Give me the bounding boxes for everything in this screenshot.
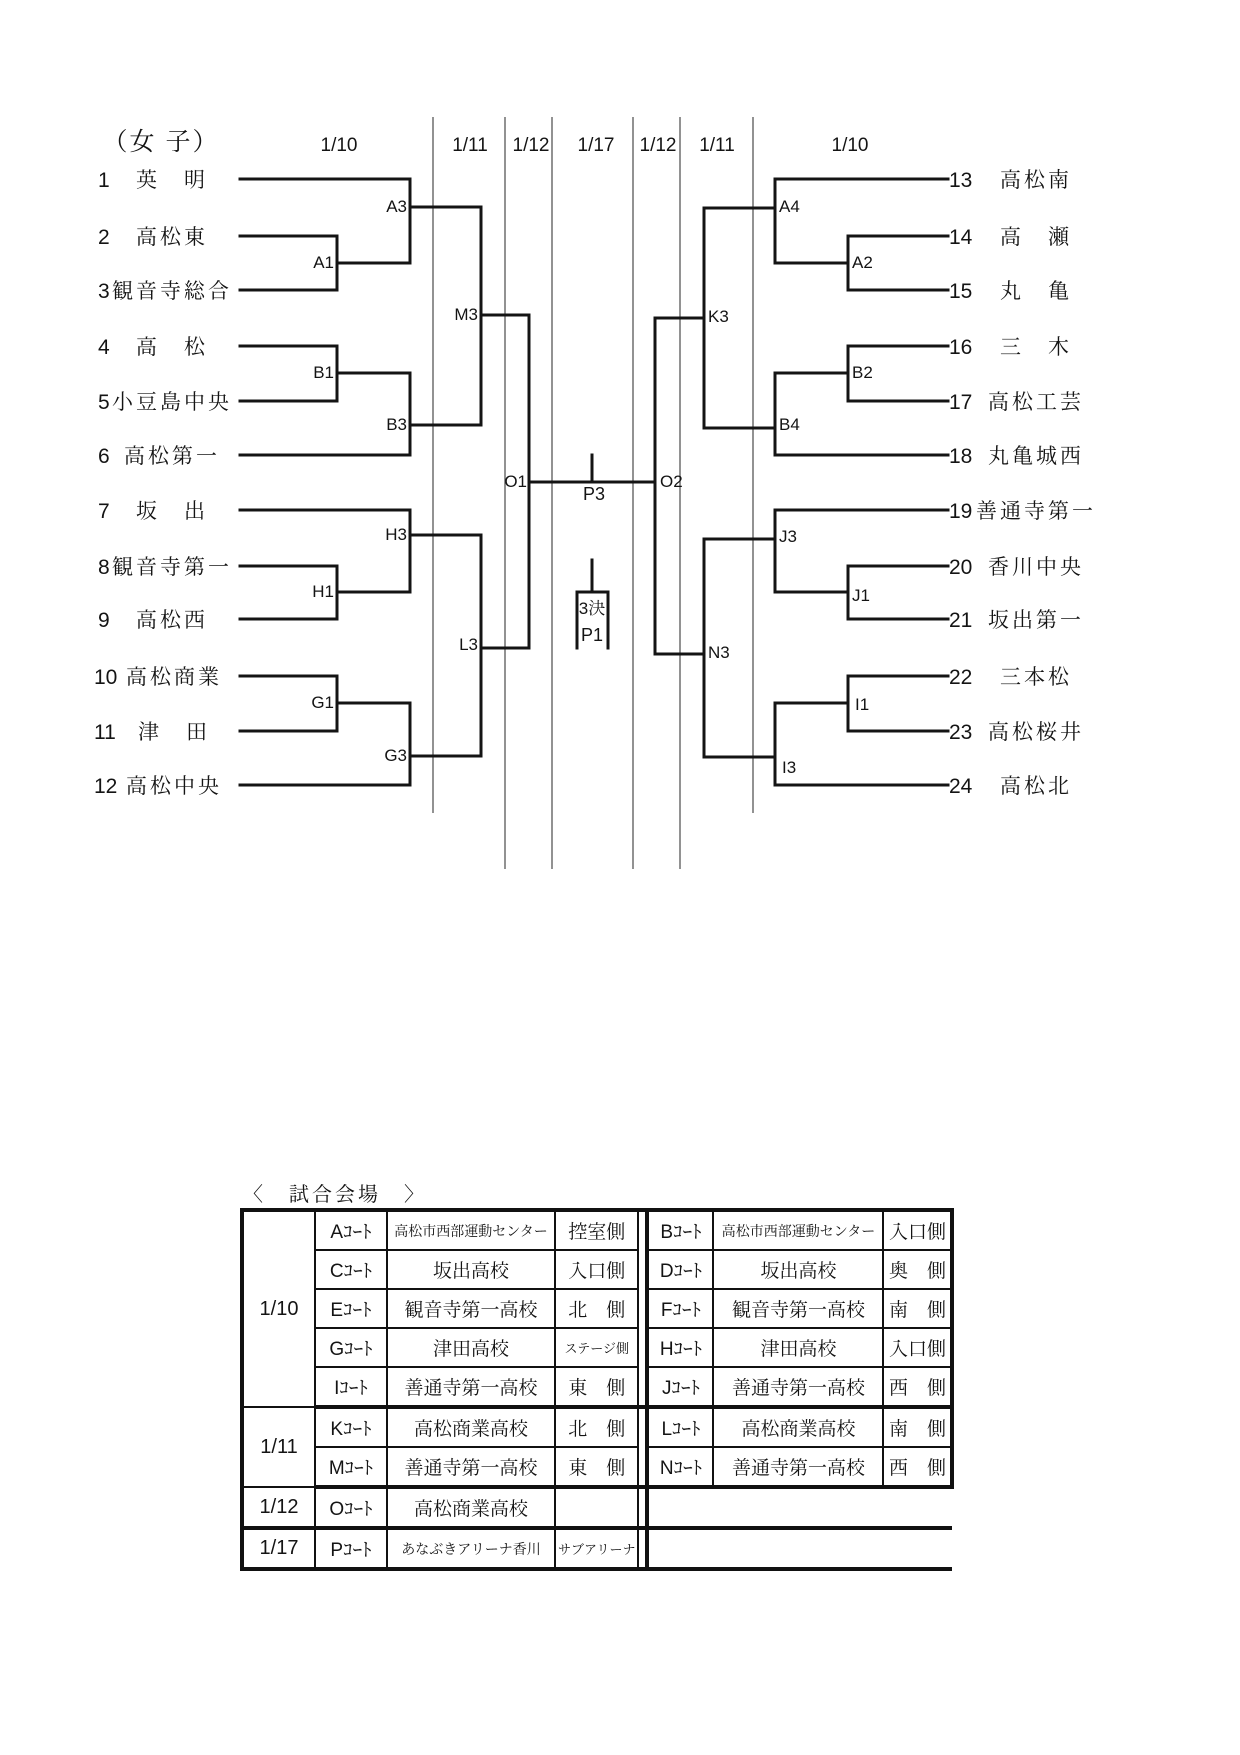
table-divider	[638, 1367, 647, 1407]
team-name: 高松西	[136, 609, 208, 632]
venue-side: 北 側	[555, 1289, 638, 1328]
team-name: 丸亀城西	[988, 445, 1084, 468]
team-name: 高松桜井	[988, 721, 1084, 744]
match-label-g1: G1	[311, 693, 334, 712]
venue-court: Pｺｰﾄ	[315, 1528, 387, 1569]
match-label-i3: I3	[782, 758, 797, 777]
venue-name: 津田高校	[713, 1328, 883, 1367]
bracket-header: （女 子）	[102, 128, 220, 156]
table-divider	[638, 1328, 647, 1367]
venue-side: 奥 側	[883, 1250, 952, 1289]
venue-side: 西 側	[883, 1447, 952, 1487]
table-divider	[638, 1210, 647, 1250]
final-match-label: P3	[582, 484, 606, 504]
match-label-j3: J3	[779, 527, 797, 546]
venue-name: 観音寺第一高校	[387, 1289, 555, 1328]
team-seed: 4	[98, 336, 110, 359]
team-name: 観音寺第一	[112, 556, 232, 579]
team-name: 坂 出	[136, 500, 208, 523]
venue-name: 高松商業高校	[387, 1487, 555, 1528]
match-label-g3: G3	[384, 746, 407, 765]
venue-name: 善通寺第一高校	[713, 1447, 883, 1487]
empty-cell	[713, 1528, 883, 1569]
date-label: 1/11	[452, 135, 488, 156]
venue-court: Gｺｰﾄ	[315, 1328, 387, 1367]
match-label-a1: A1	[313, 253, 334, 272]
team-name: 坂出第一	[988, 609, 1084, 632]
venue-court: Cｺｰﾄ	[315, 1250, 387, 1289]
team-name: 高松東	[136, 226, 208, 249]
venue-name: 津田高校	[387, 1328, 555, 1367]
venue-court: Bｺｰﾄ	[647, 1210, 713, 1250]
match-label-h3: H3	[385, 525, 407, 544]
table-divider	[638, 1250, 647, 1289]
venue-side: 北 側	[555, 1407, 638, 1447]
empty-cell	[883, 1487, 952, 1528]
team-seed: 14	[949, 226, 973, 249]
team-name: 高松北	[1000, 775, 1072, 798]
table-row	[242, 1367, 952, 1407]
team-seed: 20	[949, 556, 973, 579]
match-label-a3: A3	[386, 197, 407, 216]
table-divider	[638, 1407, 647, 1447]
empty-cell	[713, 1487, 883, 1528]
team-seed: 19	[949, 500, 973, 523]
venue-side: 控室側	[555, 1210, 638, 1250]
venue-court: Eｺｰﾄ	[315, 1289, 387, 1328]
table-row	[242, 1407, 952, 1447]
venue-court: Kｺｰﾄ	[315, 1407, 387, 1447]
table-divider	[638, 1528, 647, 1569]
date-label: 1/10	[831, 135, 869, 156]
team-name: 三本松	[1000, 666, 1072, 689]
team-seed: 17	[949, 391, 973, 414]
date-label: 1/12	[512, 135, 550, 156]
venue-court: Mｺｰﾄ	[315, 1447, 387, 1487]
table-row	[242, 1487, 952, 1528]
team-name: 津 田	[138, 721, 210, 744]
match-label-k3: K3	[708, 307, 729, 326]
empty-cell	[883, 1528, 952, 1569]
match-label-j1: J1	[852, 586, 870, 605]
venue-date: 1/17	[242, 1528, 315, 1569]
venue-court: Nｺｰﾄ	[647, 1447, 713, 1487]
third-place-label: 3決	[578, 599, 606, 618]
venue-name: 観音寺第一高校	[713, 1289, 883, 1328]
team-seed: 16	[949, 336, 973, 359]
match-label-b2: B2	[852, 363, 873, 382]
team-name: 観音寺総合	[112, 280, 232, 303]
match-label-i1: I1	[855, 695, 870, 714]
team-seed: 10	[94, 666, 118, 689]
match-label-n3: N3	[708, 643, 730, 662]
venue-side	[555, 1487, 638, 1528]
team-seed: 21	[949, 609, 973, 632]
team-seed: 22	[949, 666, 973, 689]
connectors-right	[655, 179, 848, 785]
venue-side: 南 側	[883, 1407, 952, 1447]
match-label-b4: B4	[779, 415, 800, 434]
team-seed: 24	[949, 775, 973, 798]
team-name: 高松第一	[124, 445, 220, 468]
venue-date: 1/10	[242, 1210, 315, 1407]
venue-name: 坂出高校	[387, 1250, 555, 1289]
venue-name: 善通寺第一高校	[387, 1367, 555, 1407]
team-seed: 7	[98, 500, 110, 523]
match-label-l3: L3	[459, 635, 478, 654]
venue-side: 南 側	[883, 1289, 952, 1328]
table-row	[242, 1328, 952, 1367]
venue-table	[240, 1208, 954, 1571]
team-seed: 13	[949, 169, 973, 192]
venue-court: Iｺｰﾄ	[315, 1367, 387, 1407]
venue-name: 高松市西部運動センター	[713, 1210, 883, 1250]
empty-cell	[647, 1528, 713, 1569]
date-label: 1/10	[320, 135, 358, 156]
venue-name: 高松市西部運動センター	[387, 1210, 555, 1250]
team-name: 高 松	[136, 336, 208, 359]
team-seed: 5	[98, 391, 110, 414]
venue-name: 坂出高校	[713, 1250, 883, 1289]
team-name: 高松商業	[126, 666, 222, 689]
team-seed: 3	[98, 280, 110, 303]
third-place-match-label: P1	[580, 625, 604, 645]
team-name: 高松工芸	[988, 391, 1084, 414]
venue-court: Dｺｰﾄ	[647, 1250, 713, 1289]
date-label: 1/11	[699, 135, 735, 156]
table-row	[242, 1210, 952, 1250]
match-label-m3: M3	[454, 305, 478, 324]
table-row	[242, 1250, 952, 1289]
team-seed: 23	[949, 721, 973, 744]
date-label: 1/12	[639, 135, 677, 156]
venue-date: 1/11	[242, 1407, 315, 1487]
team-name: 高松中央	[126, 775, 222, 798]
team-seed: 18	[949, 445, 973, 468]
venue-table-container	[240, 1208, 954, 1571]
team-name: 丸 亀	[1000, 280, 1072, 303]
team-name: 高 瀬	[1000, 226, 1072, 249]
venue-court: Aｺｰﾄ	[315, 1210, 387, 1250]
venue-court: Hｺｰﾄ	[647, 1328, 713, 1367]
table-divider	[638, 1447, 647, 1487]
venue-side: 東 側	[555, 1367, 638, 1407]
venue-name: 高松商業高校	[387, 1407, 555, 1447]
venue-name: 善通寺第一高校	[713, 1367, 883, 1407]
team-name: 英 明	[136, 169, 208, 192]
table-divider	[638, 1487, 647, 1528]
venue-side: 入口側	[883, 1210, 952, 1250]
team-seed: 11	[94, 721, 116, 744]
match-label-b1: B1	[313, 363, 334, 382]
empty-cell	[647, 1487, 713, 1528]
match-label-b3: B3	[386, 415, 407, 434]
match-label-h1: H1	[312, 582, 334, 601]
venue-side: サブアリーナ	[555, 1528, 638, 1569]
venue-name: 高松商業高校	[713, 1407, 883, 1447]
team-seed: 12	[94, 775, 118, 798]
date-label: 1/17	[577, 135, 615, 156]
venue-table-title: 〈 試合会場 〉	[243, 1184, 427, 1206]
venue-name: あなぶきアリーナ香川	[387, 1528, 555, 1569]
team-name: 善通寺第一	[976, 500, 1096, 523]
team-seed: 1	[98, 169, 110, 192]
team-name: 小豆島中央	[112, 391, 232, 414]
match-label-o1: O1	[504, 472, 527, 491]
team-seed: 6	[98, 445, 110, 468]
venue-court: Fｺｰﾄ	[647, 1289, 713, 1328]
venue-court: Lｺｰﾄ	[647, 1407, 713, 1447]
team-seed: 15	[949, 280, 973, 303]
team-name: 三 木	[1000, 336, 1072, 359]
table-row	[242, 1289, 952, 1328]
venue-side: ステージ側	[555, 1328, 638, 1367]
venue-court: Oｺｰﾄ	[315, 1487, 387, 1528]
team-seed: 8	[98, 556, 110, 579]
venue-name: 善通寺第一高校	[387, 1447, 555, 1487]
table-row	[242, 1528, 952, 1569]
table-row	[242, 1447, 952, 1487]
venue-side: 入口側	[883, 1328, 952, 1367]
venue-side: 東 側	[555, 1447, 638, 1487]
venue-court: Jｺｰﾄ	[647, 1367, 713, 1407]
venue-side: 西 側	[883, 1367, 952, 1407]
team-seed: 2	[98, 226, 110, 249]
venue-side: 入口側	[555, 1250, 638, 1289]
venue-date: 1/12	[242, 1487, 315, 1528]
match-label-a2: A2	[852, 253, 873, 272]
team-name: 高松南	[1000, 169, 1072, 192]
team-seed: 9	[98, 609, 110, 632]
match-label-a4: A4	[779, 197, 800, 216]
match-label-o2: O2	[660, 472, 683, 491]
team-name: 香川中央	[988, 556, 1084, 579]
table-divider	[638, 1289, 647, 1328]
